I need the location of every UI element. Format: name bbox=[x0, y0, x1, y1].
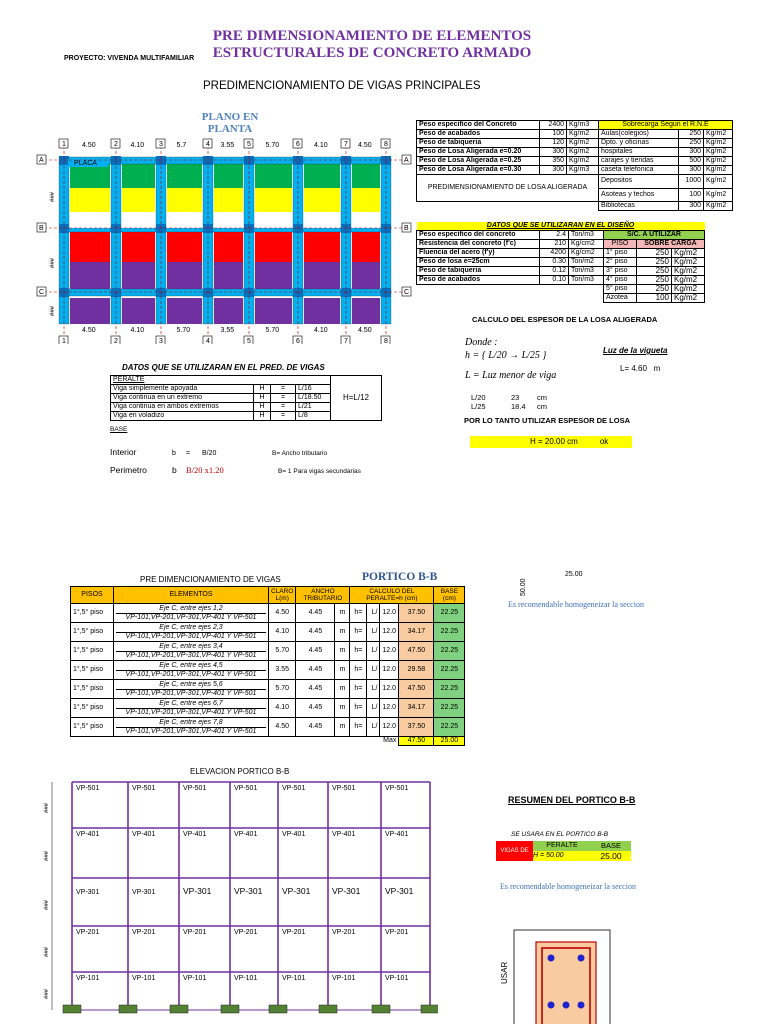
elevation-title: ELEVACION PORTICO B-B bbox=[190, 767, 290, 776]
span-bottom: 5.70 bbox=[265, 327, 280, 334]
title-line2: ESTRUCTURALES DE CONCRETO ARMADO bbox=[212, 45, 532, 61]
axis-letter: A bbox=[404, 157, 409, 164]
axis-number: 7 bbox=[344, 338, 348, 344]
plan-title-1: PLANO EN bbox=[201, 111, 259, 123]
axis-number: 7 bbox=[344, 141, 348, 148]
vigas-pred-table bbox=[110, 375, 382, 421]
beam-section bbox=[512, 928, 612, 1024]
vigas-pred-title: DATOS QUE SE UTILIZARAN EN EL PRED. DE VIGAS bbox=[122, 363, 325, 372]
datos-row: Azotea 100 Kg/m2 bbox=[417, 294, 705, 303]
beam-label: VP-401 bbox=[132, 831, 156, 838]
bay bbox=[255, 230, 292, 262]
bay bbox=[167, 188, 202, 212]
portico-row: 1°,5° piso Eje C, entre ejes 5,6 VP-101,VP-201,VP-301,VP-401 Y VP-501 5.70 4.45 m h= L/ 12.0 47.50 22.25 bbox=[71, 680, 465, 699]
bay bbox=[167, 230, 202, 262]
design-data-table bbox=[416, 222, 705, 303]
side-mark: ### bbox=[44, 850, 50, 861]
span-top: 4.50 bbox=[82, 142, 96, 149]
axis-letter: C bbox=[39, 289, 45, 296]
portico-header: PISOS ELEMENTOS CLARO L(m) ANCHO TRIBUTARIO CALCULO DEL PERALTE=h (cm) BASE (cm) bbox=[71, 587, 465, 604]
axis-number: 6 bbox=[296, 338, 300, 344]
side-mark: ### bbox=[50, 257, 56, 268]
footing bbox=[63, 1005, 81, 1013]
footing bbox=[170, 1005, 188, 1013]
properties-block bbox=[416, 120, 733, 211]
donde-label: Donde : bbox=[465, 337, 498, 348]
footing bbox=[269, 1005, 287, 1013]
luz-title: Luz de la vigueta bbox=[603, 346, 668, 355]
base-label: BASE bbox=[110, 426, 128, 433]
bay bbox=[214, 298, 243, 324]
span-bottom: 4.10 bbox=[314, 327, 328, 334]
viga-type-row: Viga continua en un extremo H = L/18.50 bbox=[111, 394, 382, 403]
page-subtitle: PREDIMENCIONAMIENTO DE VIGAS PRINCIPALES bbox=[203, 80, 481, 92]
placa-label: PLACA bbox=[74, 160, 97, 167]
axis-letter: B bbox=[404, 225, 409, 232]
span-bottom: 4.50 bbox=[358, 327, 372, 334]
props-row: Bibliotecas 300 Kg/m2 bbox=[417, 202, 733, 211]
datos-row: 5° piso 250 Kg/m2 bbox=[417, 285, 705, 294]
bay bbox=[70, 188, 110, 212]
side-mark: ### bbox=[44, 946, 50, 957]
beam-label: VP-201 bbox=[183, 929, 207, 936]
design-data-block bbox=[416, 222, 705, 303]
axis-number: 1 bbox=[62, 141, 66, 148]
axis-number: 5 bbox=[247, 141, 251, 148]
bay bbox=[214, 162, 243, 188]
beam-label: VP-301 bbox=[332, 886, 361, 896]
beam-label: VP-201 bbox=[282, 929, 306, 936]
beam-label: VP-501 bbox=[183, 785, 207, 792]
datos-row: Peso de losa e=25cm 0.30 Ton/m2 2° piso 250 Kg/m2 bbox=[417, 258, 705, 267]
beam-label: VP-101 bbox=[76, 975, 100, 982]
side-mark: ### bbox=[50, 191, 56, 202]
beam-label: VP-201 bbox=[132, 929, 156, 936]
beam-label: VP-101 bbox=[132, 975, 156, 982]
props-row: Peso de tabiqueria 120 Kg/m2 Dpto. y oficinas 250 Kg/m2 bbox=[417, 139, 733, 148]
beam-label: VP-501 bbox=[282, 785, 306, 792]
beam-label: VP-301 bbox=[76, 889, 100, 896]
axis-number: 5 bbox=[247, 338, 251, 344]
footing bbox=[319, 1005, 337, 1013]
datos-row: Peso especifico del concreto 2.4 Ton/m3 S/C. A UTILIZAR bbox=[417, 231, 705, 240]
portico-title: PORTICO B-B bbox=[362, 571, 438, 583]
axis-number: 3 bbox=[159, 141, 163, 148]
bay bbox=[304, 230, 340, 262]
title-line1: PRE DIMENSIONAMIENTO DE ELEMENTOS bbox=[212, 28, 532, 44]
bay bbox=[352, 162, 380, 188]
beam-label: VP-501 bbox=[385, 785, 409, 792]
beam-label: VP-101 bbox=[234, 975, 258, 982]
beam-label: VP-301 bbox=[234, 886, 263, 896]
beam-label: VP-401 bbox=[332, 831, 356, 838]
portico-table bbox=[70, 586, 465, 746]
bay bbox=[255, 262, 292, 290]
props-row: Peso de Losa Aligerada e=0.20 300 Kg/m2 hospitales 300 Kg/m2 bbox=[417, 148, 733, 157]
props-row: Peso especifico del Concreto 2400 Kg/m3 Sobrecarga Segun el R.N.E bbox=[417, 121, 733, 130]
axis-number: 6 bbox=[296, 141, 300, 148]
bay bbox=[352, 262, 380, 290]
bay bbox=[255, 162, 292, 188]
axis-number: 4 bbox=[206, 338, 210, 344]
bay bbox=[304, 298, 340, 324]
axis-number: 2 bbox=[114, 141, 118, 148]
axis-letter: C bbox=[404, 289, 410, 296]
bay bbox=[352, 188, 380, 212]
peralte-row: PERALTE H=L/12 bbox=[111, 376, 382, 385]
datos-row: Resistencia del concreto (f'c) 210 Kg/cm2 PISO SOBRE CARGA bbox=[417, 240, 705, 249]
beam-label: VP-201 bbox=[76, 929, 100, 936]
bay bbox=[255, 188, 292, 212]
beam-label: VP-401 bbox=[234, 831, 258, 838]
bay bbox=[167, 298, 202, 324]
span-top: 4.10 bbox=[130, 142, 145, 149]
bay bbox=[304, 188, 340, 212]
span-top: 4.10 bbox=[314, 142, 328, 149]
bay bbox=[70, 262, 110, 290]
perimetro-row: Perimetro b B/20 x1.20 B= 1 Para vigas secundarias bbox=[110, 465, 361, 475]
losa-formula: h = { L/20 → L/25 } bbox=[465, 350, 547, 361]
bay bbox=[70, 298, 110, 324]
datos-row: Fluencia del acero (f'y) 4200 Kg/cm2 1° piso 250 Kg/m2 bbox=[417, 249, 705, 258]
losa-ratios: L/20 23 cm L/25 18.4 cm bbox=[471, 393, 547, 411]
bay bbox=[122, 162, 155, 188]
resumen-box: VIGAS DE PERALTE BASE H = 50.00 25.00 bbox=[496, 841, 631, 861]
viga-type-row: Viga en voladizo H = L/8 bbox=[111, 412, 382, 421]
resumen-sub: SE USARA EN EL PORTICO B-B bbox=[511, 831, 609, 838]
axis-letter: A bbox=[39, 157, 44, 164]
beam-label: VP-301 bbox=[183, 886, 212, 896]
side-height: 50.00 bbox=[520, 578, 527, 596]
portico-max: Max 47.50 25.00 bbox=[71, 737, 465, 746]
bay bbox=[214, 188, 243, 212]
interior-row: Interior b = B/20 B= Ancho tributario bbox=[110, 447, 328, 457]
bay bbox=[214, 262, 243, 290]
resumen-title: RESUMEN DEL PORTICO B-B bbox=[508, 795, 636, 805]
portico-row: 1°,5° piso Eje C, entre ejes 2,3 VP-101,VP-201,VP-301,VP-401 Y VP-501 4.10 4.45 m h= L/ 12.0 34.17 22.25 bbox=[71, 623, 465, 642]
beam-label: VP-401 bbox=[282, 831, 306, 838]
side-mark: ### bbox=[44, 988, 50, 999]
props-row: Peso de Losa Aligerada e=0.25 350 Kg/m2 carajes y tiendas 500 Kg/m2 bbox=[417, 157, 733, 166]
axis-number: 8 bbox=[384, 338, 388, 344]
side-base: 25.00 bbox=[565, 571, 583, 578]
span-top: 4.50 bbox=[358, 142, 372, 149]
recom-text-2: Es recomendable homogeneizar la seccion bbox=[500, 882, 636, 891]
span-bottom: 5.70 bbox=[176, 327, 191, 334]
beam-label: VP-201 bbox=[332, 929, 356, 936]
properties-table bbox=[416, 120, 733, 211]
bay bbox=[352, 298, 380, 324]
axis-number: 1 bbox=[62, 338, 66, 344]
span-top: 3.55 bbox=[220, 142, 235, 149]
viga-type-row: Viga simplemente apoyada H = L/16 bbox=[111, 385, 382, 394]
beam-label: VP-301 bbox=[282, 886, 311, 896]
side-mark: ### bbox=[44, 802, 50, 813]
recom-text-1: Es recomendable homogeneizar la seccion bbox=[508, 600, 644, 609]
bay bbox=[214, 230, 243, 262]
luz-value: L= 4.60 m bbox=[620, 364, 661, 373]
beam-label: VP-501 bbox=[76, 785, 100, 792]
beam-label: VP-101 bbox=[183, 975, 207, 982]
bay bbox=[70, 230, 110, 262]
axis-number: 8 bbox=[384, 141, 388, 148]
footing bbox=[372, 1005, 390, 1013]
beam-label: VP-301 bbox=[132, 889, 156, 896]
datos-row: Peso de tabiqueria 0.12 Ton/m3 3° piso 250 Kg/m2 bbox=[417, 267, 705, 276]
beam-label: VP-401 bbox=[183, 831, 207, 838]
props-row: PREDIMENSIONAMIENTO DE LOSA ALIGERADA Depositos 1000 Kg/m2 bbox=[417, 175, 733, 189]
datos-title-row: DATOS QUE SE UTILIZARAN EN EL DISEÑO bbox=[417, 222, 705, 231]
footing bbox=[421, 1005, 438, 1013]
project-label: PROYECTO: VIVENDA MULTIFAMILIAR bbox=[64, 55, 195, 62]
vigas-pred-block bbox=[110, 375, 382, 421]
bay bbox=[352, 230, 380, 262]
bay bbox=[304, 162, 340, 188]
luz-def: L = Luz menor de viga bbox=[465, 370, 557, 381]
beam-label: VP-301 bbox=[385, 886, 414, 896]
beam-label: VP-501 bbox=[332, 785, 356, 792]
beam-label: VP-101 bbox=[332, 975, 356, 982]
portico-row: 1°,5° piso Eje C, entre ejes 4,5 VP-101,VP-201,VP-301,VP-401 Y VP-501 3.55 4.45 m h= L/ 12.0 29.58 22.25 bbox=[71, 661, 465, 680]
portico-row: 1°,5° piso Eje C, entre ejes 7,8 VP-101,VP-201,VP-301,VP-401 Y VP-501 4.50 4.45 m h= L/ 12.0 37.50 22.25 bbox=[71, 718, 465, 737]
portico-row: 1°,5° piso Eje C, entre ejes 3,4 VP-101,VP-201,VP-301,VP-401 Y VP-501 5.70 4.45 m h= L/ 12.0 47.50 22.25 bbox=[71, 642, 465, 661]
bay bbox=[255, 298, 292, 324]
beam-label: VP-201 bbox=[234, 929, 258, 936]
losa-result: H = 20.00 cm ok bbox=[470, 436, 632, 448]
portico-block bbox=[70, 586, 465, 746]
losa-title: CALCULO DEL ESPESOR DE LA LOSA ALIGERADA bbox=[472, 315, 658, 324]
pre-dim-title: PRE DIMENCIONAMIENTO DE VIGAS bbox=[140, 575, 281, 584]
plan-title-2: PLANTA bbox=[207, 123, 253, 135]
beam-label: VP-501 bbox=[132, 785, 156, 792]
axis-number: 2 bbox=[114, 338, 118, 344]
usar-label: USAR bbox=[500, 961, 509, 984]
bay bbox=[122, 298, 155, 324]
bay bbox=[167, 262, 202, 290]
span-top: 5.7 bbox=[176, 142, 187, 149]
beam-label: VP-401 bbox=[385, 831, 409, 838]
losa-conclusion: POR LO TANTO UTILIZAR ESPESOR DE LOSA bbox=[464, 416, 630, 425]
portico-row: 1°,5° piso Eje C, entre ejes 6,7 VP-101,VP-201,VP-301,VP-401 Y VP-501 4.10 4.45 m h= L/ 12.0 34.17 22.25 bbox=[71, 699, 465, 718]
beam-label: VP-101 bbox=[282, 975, 306, 982]
bay bbox=[122, 262, 155, 290]
beam-label: VP-101 bbox=[385, 975, 409, 982]
bay bbox=[167, 162, 202, 188]
floor-plan bbox=[36, 136, 414, 344]
axis-number: 4 bbox=[206, 141, 210, 148]
footing bbox=[221, 1005, 239, 1013]
span-bottom: 3.55 bbox=[220, 327, 235, 334]
span-bottom: 4.10 bbox=[130, 327, 145, 334]
axis-letter: B bbox=[39, 225, 44, 232]
footing bbox=[119, 1005, 137, 1013]
side-mark: ### bbox=[44, 899, 50, 910]
span-top: 5.70 bbox=[265, 142, 280, 149]
viga-type-row: Viga continua en ambos extremos H = L/21 bbox=[111, 403, 382, 412]
span-bottom: 4.50 bbox=[82, 327, 96, 334]
beam-label: VP-201 bbox=[385, 929, 409, 936]
elevation-frame bbox=[38, 778, 438, 1024]
axis-number: 3 bbox=[159, 338, 163, 344]
props-row: Peso de acabados 100 Kg/m2 Aulas(colegios) 250 Kg/m2 bbox=[417, 130, 733, 139]
datos-row: Peso de acabados 0.10 Ton/m3 4° piso 250 Kg/m2 bbox=[417, 276, 705, 285]
props-row: Asoteas y techos 100 Kg/m2 bbox=[417, 188, 733, 202]
portico-row: 1°,5° piso Eje C, entre ejes 1,2 VP-101,VP-201,VP-301,VP-401 Y VP-501 4.50 4.45 m h= L/ 12.0 37.50 22.25 bbox=[71, 604, 465, 623]
side-mark: ### bbox=[50, 305, 56, 316]
beam-label: VP-501 bbox=[234, 785, 258, 792]
bay bbox=[122, 188, 155, 212]
bay bbox=[122, 230, 155, 262]
bay bbox=[304, 262, 340, 290]
props-row: Peso de Losa Aligerada e=0.30 300 Kg/m3 caseta telefonica 300 Kg/m2 bbox=[417, 166, 733, 175]
beam-label: VP-401 bbox=[76, 831, 100, 838]
